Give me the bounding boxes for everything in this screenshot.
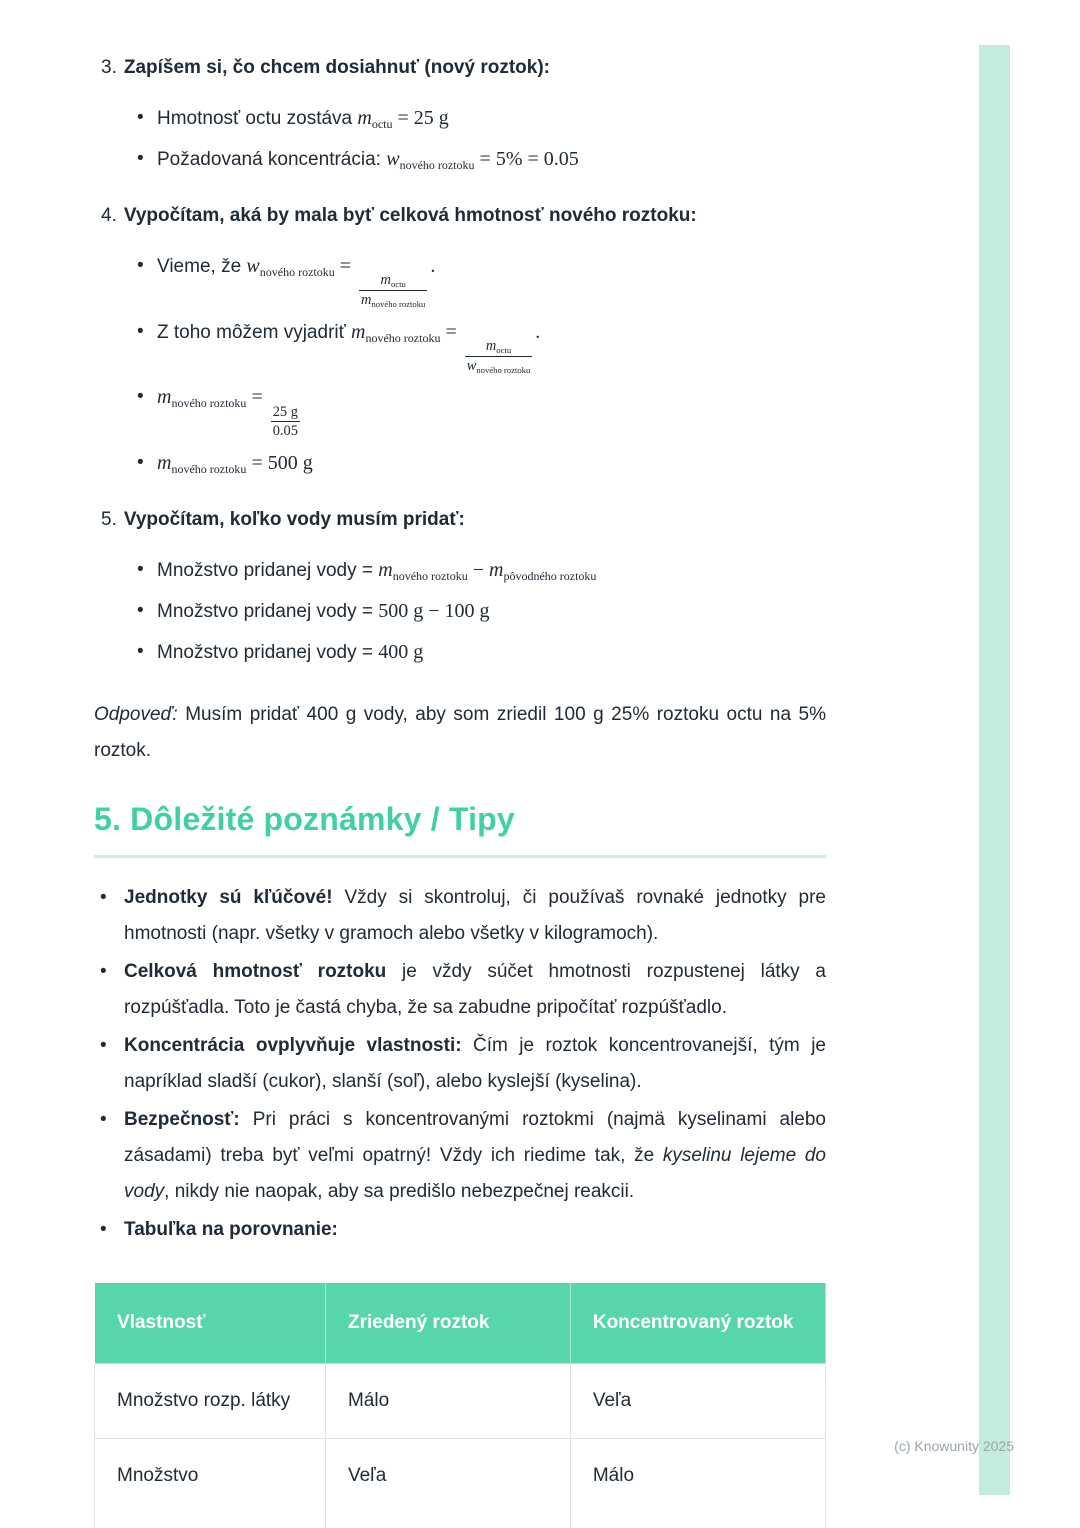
math-var: w <box>466 357 477 374</box>
table-header-cell: Zriedený roztok <box>325 1283 570 1364</box>
bullet-text: Vieme, že <box>157 256 247 277</box>
answer-paragraph <box>94 697 826 769</box>
fraction <box>359 271 427 309</box>
math-expression <box>157 386 303 440</box>
tip-item <box>94 880 826 952</box>
step-heading <box>94 54 826 82</box>
list-item <box>137 552 826 589</box>
table-header-cell: Koncentrovaný roztok <box>570 1283 825 1364</box>
math-subscript: nového roztoku <box>171 396 247 411</box>
list-item <box>137 445 826 482</box>
fraction-numerator <box>484 337 513 356</box>
step-bullet-list <box>94 100 826 178</box>
tip-item <box>94 1028 826 1100</box>
math-subscript: nového roztoku <box>392 569 468 584</box>
math-var: m <box>378 559 393 582</box>
math-equals: = <box>334 255 357 277</box>
answer-label: Odpoveď: <box>94 704 178 726</box>
document-content <box>94 0 826 1528</box>
fraction-denominator <box>359 290 427 310</box>
bullet-text: Požadovaná koncentrácia: <box>157 149 387 170</box>
math-expression <box>351 320 541 375</box>
math-var: m <box>357 107 372 129</box>
math-expression <box>246 255 436 309</box>
math-equals: = <box>246 386 268 409</box>
list-item <box>137 379 826 441</box>
tip-text: je vždy súčet hmotnosti rozpustenej látky a rozpúšťadla. Toto je častá chyba, že sa zabudne pripočítať rozpúšťadlo. <box>124 961 826 1019</box>
fraction <box>271 403 300 441</box>
math-subscript: nového roztoku <box>371 298 426 309</box>
tip-text: Vždy si skontroluj, či používaš rovnaké jednotky pre hmotnosti (napr. všetky v gramoch alebo všetky v kilogramoch). <box>124 887 826 945</box>
math-subscript: octu <box>371 117 393 132</box>
math-subscript: nového roztoku <box>171 462 247 477</box>
tip-text: Čím je roztok koncentrovanejší, tým je napríklad sladší (cukor), slanší (soľ), alebo kyslejší (kyselina). <box>124 1035 826 1093</box>
math-subscript: pôvodného roztoku <box>503 569 597 584</box>
math-var: m <box>485 337 497 354</box>
table-header-cell: Vlastnosť <box>95 1283 326 1364</box>
tip-text: Pri práci s koncentrovanými roztokmi (najmä kyselinami alebo zásadami) treba byť veľmi opatrný! Vždy ich riedime tak, že <box>124 1109 826 1167</box>
math-expression <box>357 107 449 132</box>
math-var: m <box>157 386 172 409</box>
math-equals: = <box>440 320 462 343</box>
math-var: m <box>351 320 366 343</box>
table-cell: Málo <box>325 1364 570 1439</box>
list-item <box>137 141 826 178</box>
table-cell: Málo <box>570 1439 825 1528</box>
table-cell: Veľa <box>570 1364 825 1439</box>
step-heading <box>94 506 826 534</box>
tip-bold: Tabuľka na porovnanie: <box>124 1219 338 1241</box>
tip-item <box>94 1102 826 1210</box>
list-item <box>137 634 826 671</box>
math-var: m <box>380 272 391 289</box>
math-subscript: nového roztoku <box>365 330 441 345</box>
math-var: m <box>361 291 372 308</box>
watermark: (c) Knowunity 2025 <box>894 1438 1014 1454</box>
math-expression: 400 g <box>378 641 424 664</box>
list-item <box>137 100 826 137</box>
tip-item <box>94 1212 826 1248</box>
math-subscript: nového roztoku <box>399 158 475 173</box>
comparison-table <box>94 1282 826 1528</box>
bullet-text: Z toho môžem vyjadriť <box>157 321 352 343</box>
right-accent-bar <box>979 45 1010 1495</box>
table-row <box>95 1364 826 1439</box>
math-var: w <box>386 148 400 170</box>
math-expression <box>157 452 313 477</box>
fraction-denominator: 0.05 <box>272 423 298 440</box>
step-bullet-list <box>94 552 826 671</box>
tip-item <box>94 954 826 1026</box>
step-title: Vypočítam, koľko vody musím pridať: <box>123 509 465 531</box>
math-rest: = 25 g <box>392 107 449 129</box>
step-number: 3. <box>101 57 117 78</box>
tip-bold: Koncentrácia ovplyvňuje vlastnosti: <box>124 1035 462 1057</box>
bullet-text: Množstvo pridanej vody = <box>157 601 379 623</box>
math-subscript: nového roztoku <box>476 364 531 375</box>
table-cell: Množstvo rozp. látky <box>95 1364 326 1439</box>
math-subscript: octu <box>390 279 406 290</box>
math-subscript: nového roztoku <box>259 265 335 280</box>
list-item <box>137 248 826 310</box>
fraction-numerator: 25 g <box>272 403 298 420</box>
bullet-text: Hmotnosť octu zostáva <box>157 108 358 129</box>
step-title: Vypočítam, aká by mala byť celková hmotnosť nového roztoku: <box>123 205 697 226</box>
math-var: m <box>157 452 172 475</box>
tip-text: , nikdy nie naopak, aby sa predišlo nebezpečnej reakcii. <box>164 1181 635 1203</box>
tip-bold: Bezpečnosť: <box>124 1109 240 1131</box>
fraction-denominator <box>465 356 533 376</box>
step-number: 5. <box>101 509 117 531</box>
math-subscript: octu <box>496 344 512 355</box>
step-heading <box>94 202 826 230</box>
math-expression <box>386 148 579 173</box>
math-expression: 500 g − 100 g <box>378 600 490 623</box>
tip-bold: Jednotky sú kľúčové! <box>124 887 333 909</box>
list-item <box>137 593 826 630</box>
table-header-row <box>95 1283 826 1364</box>
math-var: w <box>246 255 260 277</box>
answer-text: Musím pridať 400 g vody, aby som zriedil 100 g 25% roztoku octu na 5% roztok. <box>94 704 826 762</box>
section-title: 5. Dôležité poznámky / Tipy <box>94 801 515 838</box>
step-number: 4. <box>101 205 117 226</box>
section-divider <box>94 855 826 858</box>
math-tail: . <box>535 320 541 343</box>
math-expression <box>378 559 597 584</box>
step-title: Zapíšem si, čo chcem dosiahnuť (nový roztok): <box>123 57 550 78</box>
step-bullet-list <box>94 248 826 482</box>
math-rest: = 5% = 0.05 <box>474 148 579 170</box>
math-minus: − <box>467 559 489 582</box>
bullet-text: Množstvo pridanej vody = <box>157 642 379 664</box>
math-var: m <box>488 559 504 582</box>
tip-italic: kyselinu lejeme do vody <box>124 1145 826 1203</box>
table-row <box>95 1439 826 1528</box>
list-item <box>137 314 826 376</box>
table-cell: Veľa <box>325 1439 570 1528</box>
tip-bold: Celková hmotnosť roztoku <box>124 961 387 983</box>
bullet-text: Množstvo pridanej vody = <box>157 560 379 582</box>
math-rest: = 500 g <box>246 452 313 475</box>
tips-list <box>94 880 826 1248</box>
math-tail: . <box>430 255 436 277</box>
table-cell: Množstvo <box>95 1439 326 1528</box>
fraction-numerator <box>379 271 408 290</box>
fraction <box>465 337 533 375</box>
